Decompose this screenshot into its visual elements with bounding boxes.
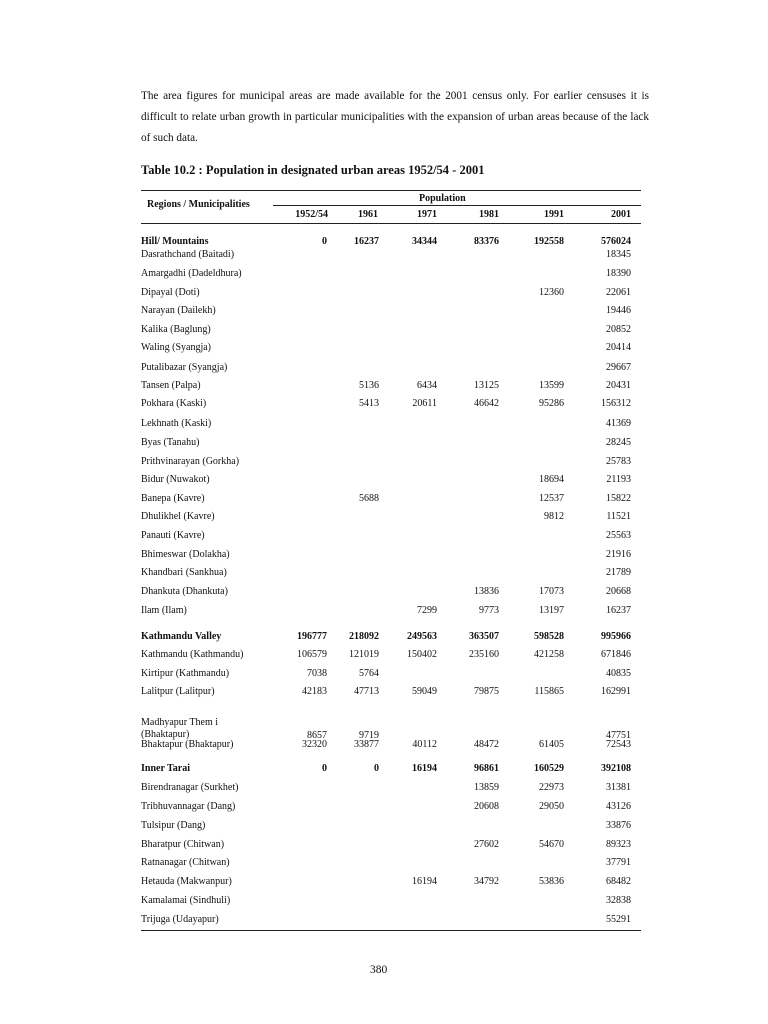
cell-value: 115865 [534, 686, 564, 697]
cell-value: 671846 [601, 649, 631, 660]
cell-value: 21916 [606, 549, 631, 560]
cell-value: 72543 [606, 739, 631, 750]
row-label: Kamalamai (Sindhuli) [141, 895, 231, 906]
cell-value: 8657 [307, 730, 327, 741]
cell-value: 21789 [606, 567, 631, 578]
cell-value: 7299 [417, 605, 437, 616]
cell-value: 59049 [412, 686, 437, 697]
cell-value: 121019 [349, 649, 379, 660]
cell-value: 13599 [539, 380, 564, 391]
cell-value: 106579 [297, 649, 327, 660]
cell-value: 29667 [606, 362, 631, 373]
table-row [141, 801, 641, 819]
header-year: 1961 [358, 209, 378, 220]
cell-value: 15822 [606, 493, 631, 504]
cell-value: 598528 [534, 631, 564, 642]
cell-value: 0 [374, 763, 379, 774]
cell-value: 392108 [601, 763, 631, 774]
cell-value: 16194 [412, 763, 437, 774]
table-row [141, 493, 641, 511]
row-label: Birendranagar (Surkhet) [141, 782, 239, 793]
table-row [141, 268, 641, 286]
cell-value: 53836 [539, 876, 564, 887]
population-header-rule [273, 205, 641, 206]
cell-value: 5764 [359, 668, 379, 679]
cell-value: 235160 [469, 649, 499, 660]
cell-value: 156312 [601, 398, 631, 409]
cell-value: 25783 [606, 456, 631, 467]
row-label: Kathmandu Valley [141, 631, 222, 642]
header-regions: Regions / Municipalities [147, 199, 250, 210]
table-row [141, 474, 641, 492]
cell-value: 83376 [474, 236, 499, 247]
header-year: 1991 [544, 209, 564, 220]
row-label: Amargadhi (Dadeldhura) [141, 268, 242, 279]
cell-value: 17073 [539, 586, 564, 597]
row-label: Ratnanagar (Chitwan) [141, 857, 230, 868]
table-row [141, 631, 641, 649]
row-label: Tribhuvannagar (Dang) [141, 801, 236, 812]
cell-value: 192558 [534, 236, 564, 247]
cell-value: 20608 [474, 801, 499, 812]
cell-value: 32838 [606, 895, 631, 906]
cell-value: 34344 [412, 236, 437, 247]
row-label: Kalika (Baglung) [141, 324, 211, 335]
header-year: 1952/54 [295, 209, 328, 220]
row-label: Prithvinarayan (Gorkha) [141, 456, 240, 467]
table-row [141, 362, 641, 380]
cell-value: 421258 [534, 649, 564, 660]
row-label: Byas (Tanahu) [141, 437, 200, 448]
cell-value: 89323 [606, 839, 631, 850]
header-year: 2001 [611, 209, 631, 220]
row-label: Trijuga (Udayapur) [141, 914, 219, 925]
cell-value: 27602 [474, 839, 499, 850]
row-label: Lalitpur (Lalitpur) [141, 686, 215, 697]
row-label: Narayan (Dailekh) [141, 305, 216, 316]
cell-value: 13125 [474, 380, 499, 391]
cell-value: 13859 [474, 782, 499, 793]
cell-value: 218092 [349, 631, 379, 642]
cell-value: 68482 [606, 876, 631, 887]
cell-value: 9719 [359, 730, 379, 741]
table-row [141, 782, 641, 800]
cell-value: 55291 [606, 914, 631, 925]
cell-value: 196777 [297, 631, 327, 642]
row-label: Kirtipur (Kathmandu) [141, 668, 230, 679]
table-row [141, 418, 641, 436]
row-label: Lekhnath (Kaski) [141, 418, 212, 429]
table-row [141, 530, 641, 548]
header-year: 1981 [479, 209, 499, 220]
row-label: Tansen (Palpa) [141, 380, 201, 391]
table-row [141, 649, 641, 667]
cell-value: 48472 [474, 739, 499, 750]
row-label: Bhaktapur (Bhaktapur) [141, 739, 234, 750]
table-row [141, 549, 641, 567]
cell-value: 47713 [354, 686, 379, 697]
cell-value: 28245 [606, 437, 631, 448]
table-row [141, 876, 641, 894]
cell-value: 5136 [359, 380, 379, 391]
table-row [141, 567, 641, 585]
cell-value: 54670 [539, 839, 564, 850]
table-row [141, 857, 641, 875]
table-row [141, 895, 641, 913]
cell-value: 20852 [606, 324, 631, 335]
cell-value: 29050 [539, 801, 564, 812]
row-label: Madhyapur Them i (Bhaktapur) [141, 717, 219, 740]
cell-value: 33876 [606, 820, 631, 831]
cell-value: 0 [322, 763, 327, 774]
table-row [141, 305, 641, 323]
cell-value: 22973 [539, 782, 564, 793]
page-number: 380 [370, 964, 388, 976]
table-row [141, 586, 641, 604]
cell-value: 40112 [412, 739, 437, 750]
table-row [141, 820, 641, 838]
cell-value: 18345 [606, 249, 631, 260]
cell-value: 33877 [354, 739, 379, 750]
cell-value: 95286 [539, 398, 564, 409]
row-label: Bidur (Nuwakot) [141, 474, 210, 485]
table-row [141, 324, 641, 342]
cell-value: 37791 [606, 857, 631, 868]
cell-value: 20611 [412, 398, 437, 409]
cell-value: 150402 [407, 649, 437, 660]
cell-value: 5413 [359, 398, 379, 409]
table-row [141, 437, 641, 455]
cell-value: 12360 [539, 287, 564, 298]
table-row [141, 717, 641, 741]
table-row [141, 456, 641, 474]
table-row [141, 287, 641, 305]
cell-value: 41369 [606, 418, 631, 429]
cell-value: 34792 [474, 876, 499, 887]
cell-value: 16194 [412, 876, 437, 887]
cell-value: 363507 [469, 631, 499, 642]
table-top-rule [141, 190, 641, 191]
row-label: Tulsipur (Dang) [141, 820, 206, 831]
row-label: Kathmandu (Kathmandu) [141, 649, 244, 660]
cell-value: 0 [322, 236, 327, 247]
cell-value: 12537 [539, 493, 564, 504]
cell-value: 11521 [606, 511, 631, 522]
cell-value: 16237 [606, 605, 631, 616]
table-row [141, 763, 641, 781]
table-row [141, 511, 641, 529]
cell-value: 20431 [606, 380, 631, 391]
cell-value: 20414 [606, 342, 631, 353]
table-row [141, 839, 641, 857]
row-label: Waling (Syangja) [141, 342, 212, 353]
cell-value: 79875 [474, 686, 499, 697]
row-label: Putalibazar (Syangja) [141, 362, 228, 373]
cell-value: 13197 [539, 605, 564, 616]
cell-value: 21193 [606, 474, 631, 485]
cell-value: 576024 [601, 236, 631, 247]
cell-value: 18390 [606, 268, 631, 279]
header-population: Population [419, 193, 466, 204]
row-label: Inner Tarai [141, 763, 190, 774]
row-label: Dipayal (Doti) [141, 287, 200, 298]
cell-value: 995966 [601, 631, 631, 642]
table-caption: Table 10.2 : Population in designated urban areas 1952/54 - 2001 [141, 163, 485, 177]
cell-value: 43126 [606, 801, 631, 812]
row-label: Dhulikhel (Kavre) [141, 511, 215, 522]
cell-value: 20668 [606, 586, 631, 597]
table-row [141, 342, 641, 360]
cell-value: 9773 [479, 605, 499, 616]
table-row [141, 914, 641, 932]
cell-value: 46642 [474, 398, 499, 409]
cell-value: 22061 [606, 287, 631, 298]
table-row [141, 398, 641, 416]
table-row [141, 380, 641, 398]
table-row [141, 605, 641, 623]
row-label: Bharatpur (Chitwan) [141, 839, 225, 850]
cell-value: 42183 [302, 686, 327, 697]
table-row [141, 249, 641, 267]
row-label: Dasrathchand (Baitadi) [141, 249, 235, 260]
cell-value: 61405 [539, 739, 564, 750]
cell-value: 31381 [606, 782, 631, 793]
cell-value: 162991 [601, 686, 631, 697]
cell-value: 7038 [307, 668, 327, 679]
cell-value: 25563 [606, 530, 631, 541]
row-label: Banepa (Kavre) [141, 493, 205, 504]
table-row [141, 739, 641, 757]
cell-value: 18694 [539, 474, 564, 485]
cell-value: 6434 [417, 380, 437, 391]
cell-value: 249563 [407, 631, 437, 642]
row-label: Dhankuta (Dhankuta) [141, 586, 228, 597]
row-label: Panauti (Kavre) [141, 530, 205, 541]
cell-value: 19446 [606, 305, 631, 316]
row-label: Pokhara (Kaski) [141, 398, 207, 409]
cell-value: 32320 [302, 739, 327, 750]
header-year: 1971 [417, 209, 437, 220]
row-label: Bhimeswar (Dolakha) [141, 549, 230, 560]
row-label: Khandbari (Sankhua) [141, 567, 227, 578]
cell-value: 160529 [534, 763, 564, 774]
cell-value: 16237 [354, 236, 379, 247]
row-label: Ilam (Ilam) [141, 605, 187, 616]
cell-value: 47751 [606, 730, 631, 741]
table-header-rule [141, 223, 641, 224]
cell-value: 5688 [359, 493, 379, 504]
cell-value: 96861 [474, 763, 499, 774]
row-label: Hill/ Mountains [141, 236, 209, 247]
cell-value: 13836 [474, 586, 499, 597]
cell-value: 40835 [606, 668, 631, 679]
row-label: Hetauda (Makwanpur) [141, 876, 232, 887]
cell-value: 9812 [544, 511, 564, 522]
table-row [141, 686, 641, 704]
table-row [141, 668, 641, 686]
intro-paragraph: The area figures for municipal areas are made available for the 2001 census only. For earlier censuses it is difficult to relate urban growth in particular municipalities with the expansion of urban areas because of the lack of such data. [141, 90, 649, 144]
